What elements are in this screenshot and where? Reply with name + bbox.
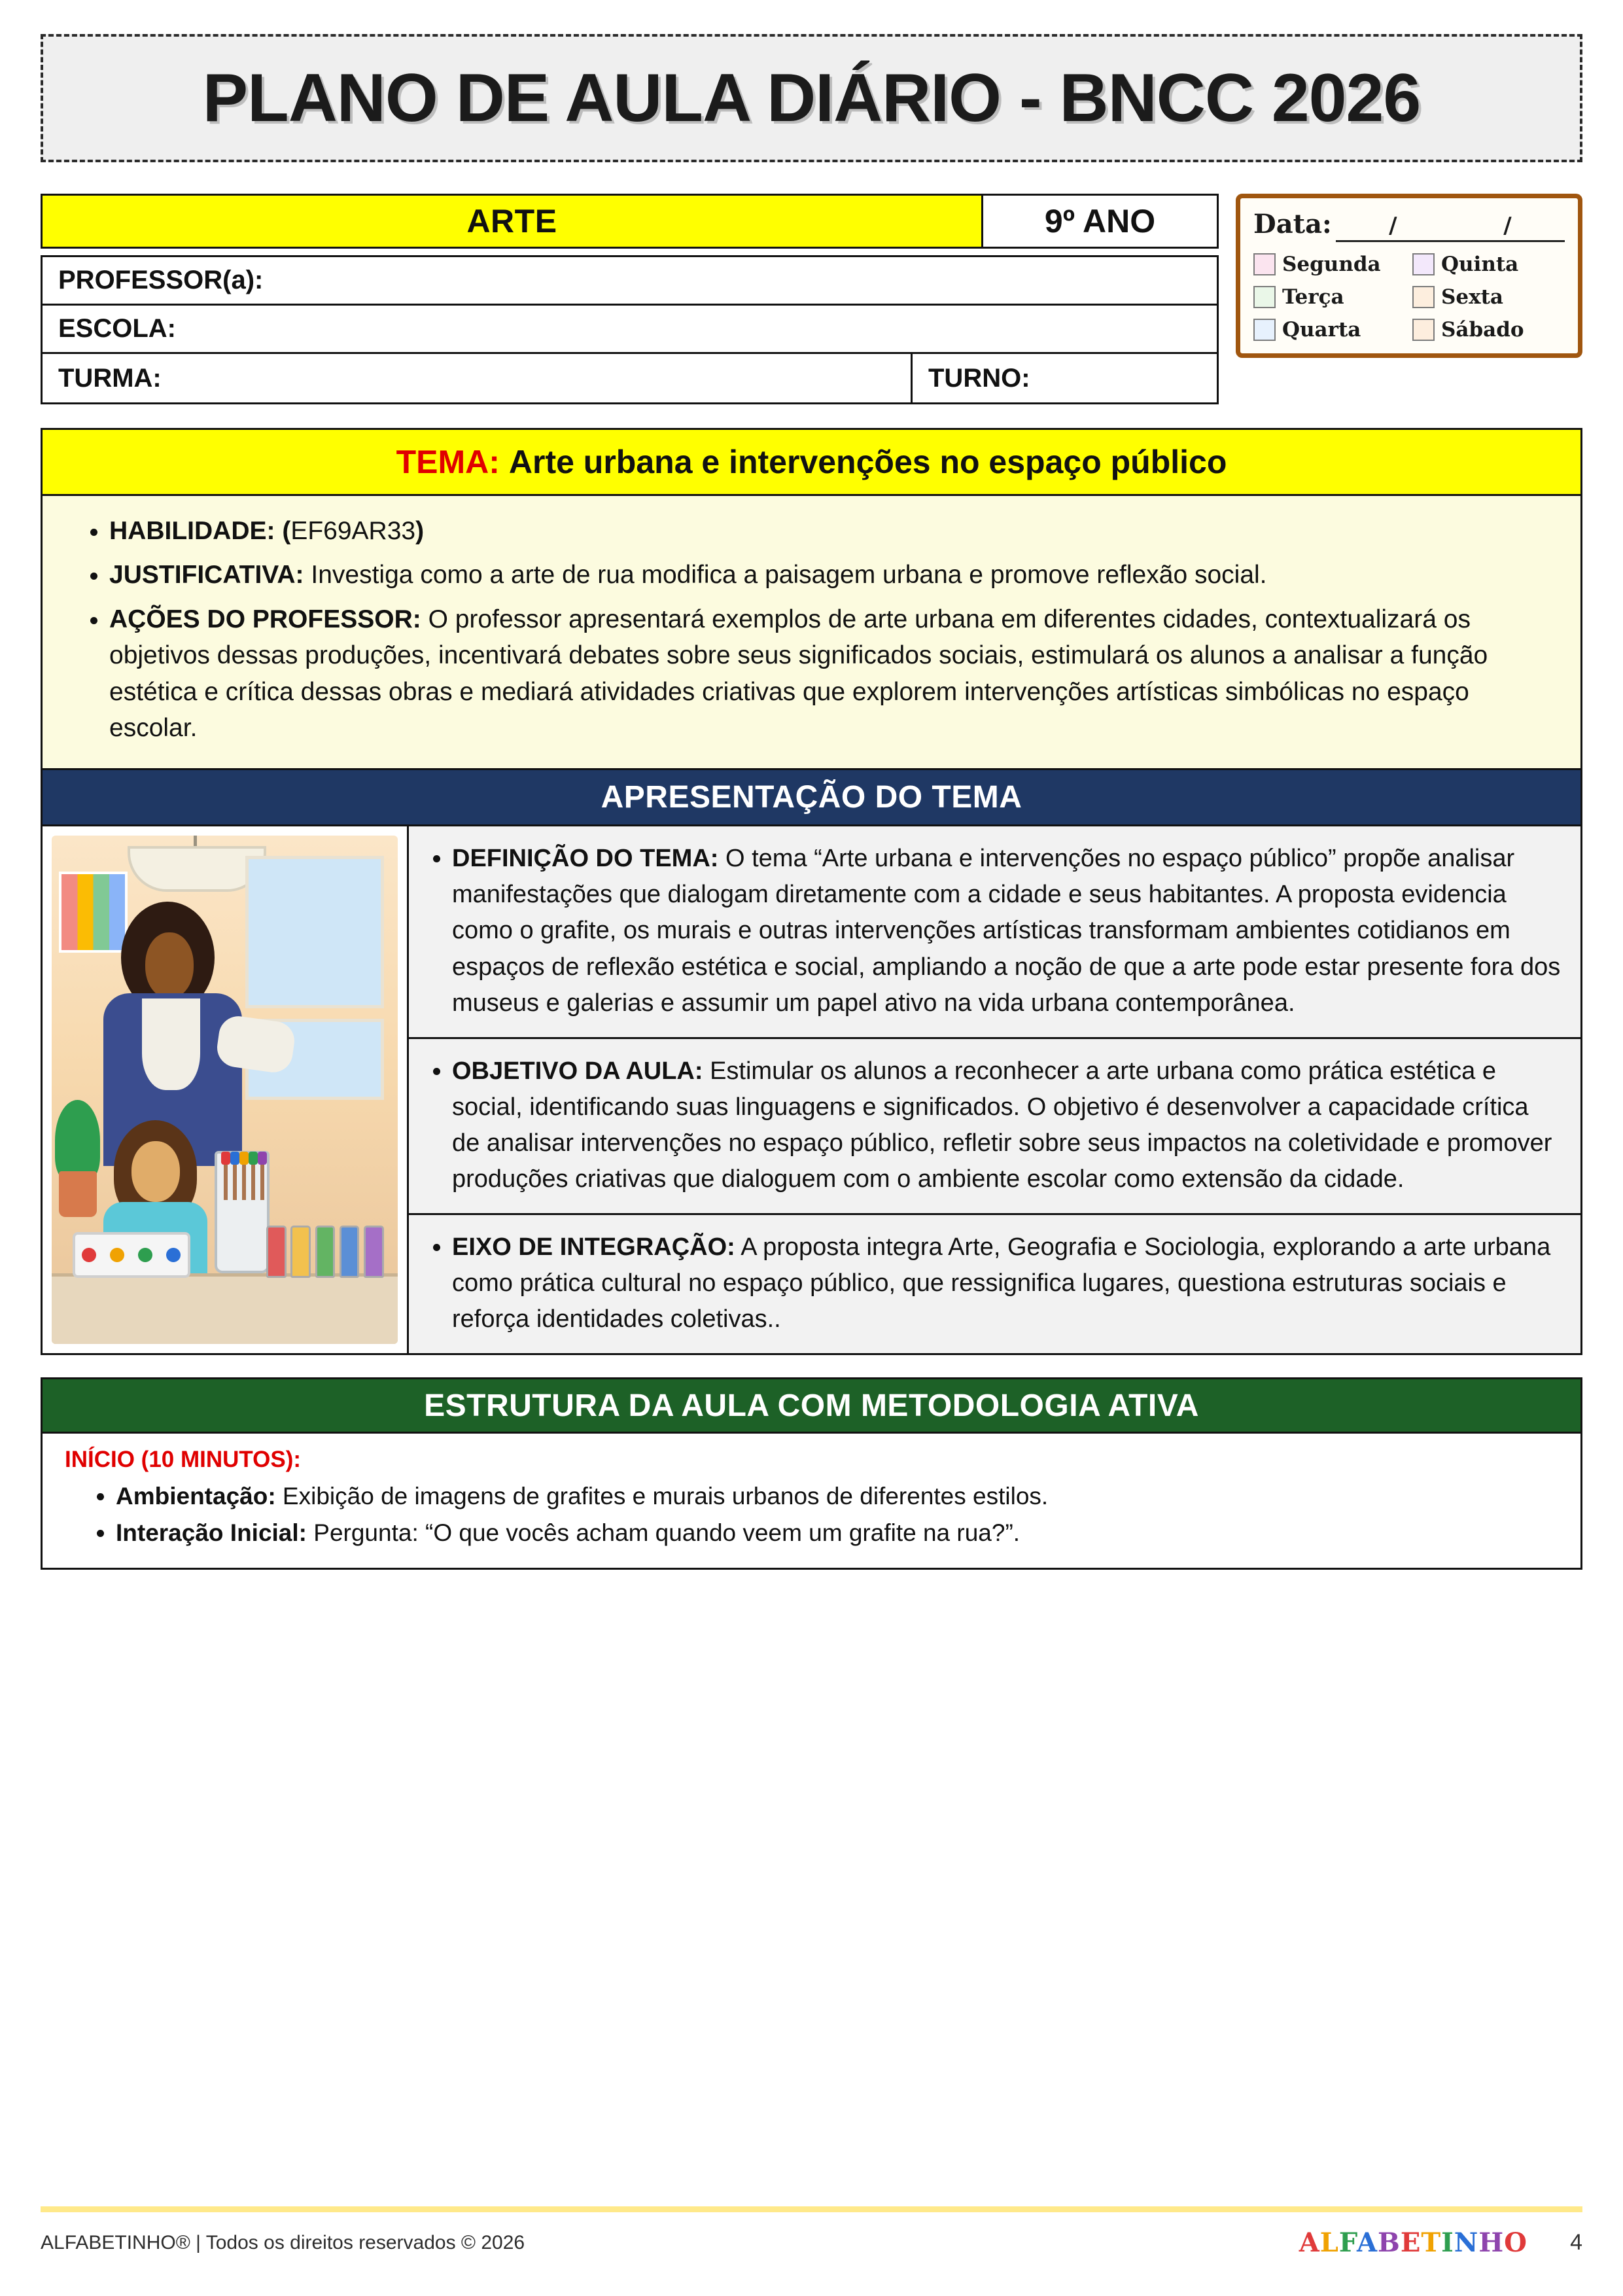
weekday-segunda[interactable]: [1253, 253, 1406, 276]
brand-logo: ALFABETINHO: [1299, 2227, 1527, 2258]
date-slot-1: /: [1389, 213, 1397, 239]
date-slots[interactable]: [1336, 213, 1565, 242]
justificativa-item: [109, 557, 1554, 593]
interacao-label: Interação Inicial:: [116, 1519, 307, 1546]
eixo-cell: [409, 1215, 1580, 1353]
definicao-cell: [409, 826, 1580, 1038]
apresentacao-image-cell: [43, 826, 409, 1353]
checkbox-icon[interactable]: [1412, 253, 1435, 275]
window-icon: [245, 856, 384, 1008]
eixo-item: [452, 1229, 1561, 1337]
objetivo-item: [452, 1053, 1561, 1197]
inicio-label: INÍCIO (10 MINUTOS):: [65, 1447, 302, 1473]
definicao-item: [452, 841, 1561, 1021]
definicao-text: O tema “Arte urbana e intervenções no espaço público” propõe analisar manifestações que dialogam diretamente com a cidade e seus habitantes. A proposta evidencia como o grafite, os murais e outras intervenções artísticas transformam ambientes cotidianos em espaços de reflexão estética e social, ampliando a noção de que a arte pode estar presente fora dos museus e galerias e assumir um papel ativo na vida urbana contemporânea.: [452, 845, 1561, 1017]
desk: [52, 1273, 398, 1345]
eixo-label: EIXO DE INTEGRAÇÃO:: [452, 1233, 735, 1262]
header-row: [41, 194, 1582, 404]
intro-block: [41, 496, 1582, 770]
objetivo-text: Estimular os alunos a reconhecer a arte urbana como prática estética e social, identificando suas linguagens e significados. O objetivo é desenvolver a capacidade crítica de analisar intervenções no espaço público, refletir sobre seus impactos na coletividade e promover produções criativas que dialoguem com o ambiente escolar como extensão da cidade.: [452, 1057, 1552, 1193]
date-label: Data:: [1253, 209, 1332, 239]
tema-value: Arte urbana e intervenções no espaço público: [508, 444, 1227, 480]
estrutura-block: [41, 1434, 1582, 1570]
header-left: [41, 194, 1219, 404]
acoes-item: [109, 601, 1554, 747]
checkbox-icon[interactable]: [1412, 319, 1435, 341]
habilidade-close: ): [415, 517, 425, 545]
date-line[interactable]: [1253, 209, 1565, 242]
turma-field[interactable]: TURMA:: [43, 354, 913, 402]
apresentacao-header: APRESENTAÇÃO DO TEMA: [41, 770, 1582, 826]
subject-name: ARTE: [466, 203, 557, 239]
habilidade-code: EF69AR33: [290, 517, 416, 545]
turno-field[interactable]: TURNO:: [928, 363, 1030, 393]
tema-key: TEMA:: [396, 444, 500, 480]
student-face: [131, 1141, 180, 1202]
weekday-checkbox-grid: [1253, 253, 1565, 342]
page-footer: [41, 2227, 1582, 2258]
brush-cup-icon: [215, 1151, 270, 1273]
acoes-text: O professor apresentará exemplos de arte urbana em diferentes cidades, contextualizará os objetivos dessas produções, incentivará debates sobre seus significados sociais, estimulará os alunos a analisar a função estética e crítica dessas obras e mediará atividades criativas que explorem intervenções artísticas simbólicas no espaço escolar.: [109, 605, 1488, 742]
justificativa-label: JUSTIFICATIVA:: [109, 561, 304, 590]
weekday-label: Quarta: [1282, 318, 1361, 342]
classroom-illustration: [52, 836, 398, 1344]
turma-turno-row: [43, 354, 1217, 402]
habilidade-item: [109, 513, 1554, 549]
weekday-sabado[interactable]: [1412, 318, 1565, 342]
flower-pot-icon: [59, 1171, 97, 1217]
date-slot-2: /: [1503, 213, 1512, 239]
checkbox-icon[interactable]: [1412, 286, 1435, 308]
ambientacao-text: Exibição de imagens de grafites e murais urbanos de diferentes estilos.: [275, 1483, 1049, 1510]
apresentacao-block: [41, 826, 1582, 1355]
page-title: PLANO DE AULA DIÁRIO - BNCC 2026: [202, 60, 1421, 136]
footer-divider: [41, 2206, 1582, 2212]
teacher-face: [145, 932, 194, 998]
habilidade-label: HABILIDADE: (: [109, 517, 291, 545]
page-number: 4: [1570, 2230, 1582, 2255]
professor-field[interactable]: PROFESSOR(a):: [43, 257, 1217, 306]
weekday-quarta[interactable]: [1253, 318, 1406, 342]
weekday-label: Sábado: [1441, 318, 1524, 342]
weekday-label: Segunda: [1282, 253, 1381, 276]
objetivo-label: OBJETIVO DA AULA:: [452, 1057, 703, 1085]
objetivo-cell: [409, 1039, 1580, 1215]
interacao-text: Pergunta: “O que vocês acham quando veem um grafite na rua?”.: [307, 1519, 1021, 1546]
subject-year: 9º ANO: [981, 196, 1217, 247]
weekday-label: Quinta: [1441, 253, 1519, 276]
info-table: [41, 255, 1219, 404]
eixo-text: A proposta integra Arte, Geografia e Sociologia, explorando a arte urbana como prática cultural no espaço público, que ressignifica lugares, questiona estruturas sociais e reforça identidades coletivas..: [452, 1233, 1551, 1333]
interacao-item: [116, 1515, 1558, 1551]
estrutura-header: ESTRUTURA DA AULA COM METODOLOGIA ATIVA: [41, 1377, 1582, 1434]
plant-icon: [55, 1100, 100, 1181]
subject-row: [41, 194, 1219, 249]
weekday-sexta[interactable]: [1412, 285, 1565, 309]
tema-bar: [41, 428, 1582, 496]
checkbox-icon[interactable]: [1253, 319, 1276, 341]
justificativa-text: Investiga como a arte de rua modifica a paisagem urbana e promove reflexão social.: [304, 561, 1267, 590]
footer-copyright: ALFABETINHO® | Todos os direitos reservados © 2026: [41, 2231, 525, 2253]
definicao-label: DEFINIÇÃO DO TEMA:: [452, 845, 719, 873]
escola-field[interactable]: ESCOLA:: [43, 306, 1217, 354]
teacher-shirt: [142, 998, 201, 1090]
weekday-quinta[interactable]: [1412, 253, 1565, 276]
weekday-terca[interactable]: [1253, 285, 1406, 309]
acoes-label: AÇÕES DO PROFESSOR:: [109, 605, 421, 633]
wall-art-icon: [59, 872, 128, 953]
checkbox-icon[interactable]: [1253, 286, 1276, 308]
checkbox-icon[interactable]: [1253, 253, 1276, 275]
document-title-box: [41, 34, 1582, 162]
ambientacao-item: [116, 1478, 1558, 1515]
ambientacao-label: Ambientação:: [116, 1483, 276, 1510]
date-card: [1236, 194, 1582, 358]
paint-tubes-icon: [266, 1212, 384, 1278]
paint-palette-icon: [73, 1232, 190, 1278]
weekday-label: Terça: [1282, 285, 1344, 309]
apresentacao-text-cells: [409, 826, 1580, 1353]
weekday-label: Sexta: [1441, 285, 1503, 309]
